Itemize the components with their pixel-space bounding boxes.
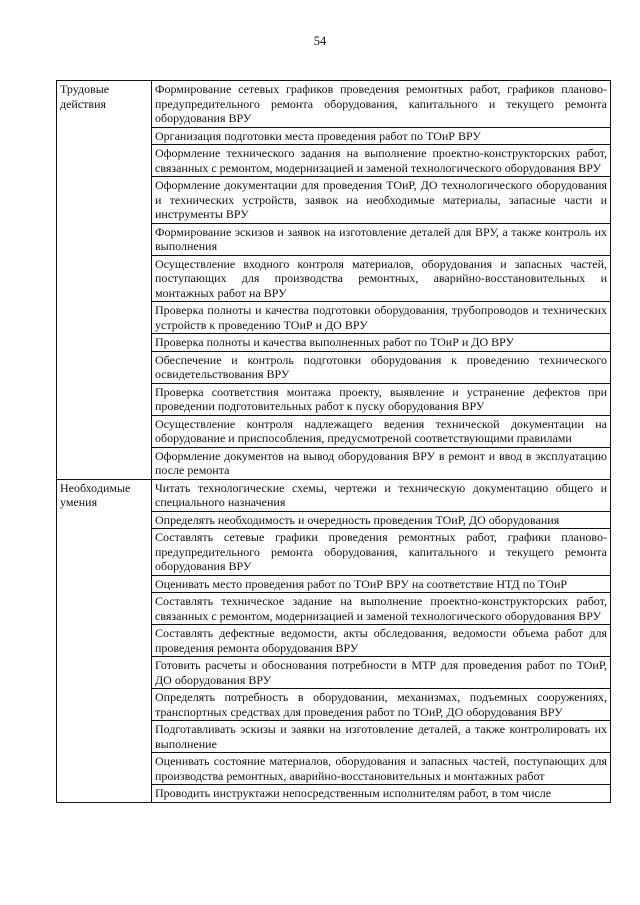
requirement-item: Оформление технического задания на выполнение проектно-конструкторских работ, связанных с ремонтом, модернизацией и заменой технологического оборудования ВРУ bbox=[152, 145, 611, 177]
requirement-item: Оценивать состояние материалов, оборудования и запасных частей, поступающих для производства ремонтных, аварийно-восстановительных и монтажных работ bbox=[152, 753, 611, 785]
requirement-item: Подготавливать эскизы и заявки на изготовление деталей, а также контролировать их выполнение bbox=[152, 721, 611, 753]
requirement-item: Оформление документов на вывод оборудования ВРУ в ремонт и ввод в эксплуатацию после ремонта bbox=[152, 447, 611, 479]
requirements-table bbox=[56, 80, 611, 803]
table-row bbox=[57, 81, 611, 128]
requirement-item: Читать технологические схемы, чертежи и техническую документацию общего и специального назначения bbox=[152, 479, 611, 511]
requirement-item: Обеспечение и контроль подготовки оборудования к проведению технического освидетельствования ВРУ bbox=[152, 351, 611, 383]
requirement-item: Проверка полноты и качества выполненных работ по ТОиР и ДО ВРУ bbox=[152, 334, 611, 352]
requirement-item: Оформление документации для проведения ТОиР, ДО технологического оборудования и технических устройств, заявок на необходимые материалы, запасные части и инструменты ВРУ bbox=[152, 177, 611, 224]
requirement-item: Осуществление входного контроля материалов, оборудования и запасных частей, поступающих для производства ремонтных, аварийно-восстановительных и монтажных работ на ВРУ bbox=[152, 255, 611, 302]
page-number: 54 bbox=[313, 34, 327, 48]
requirement-item: Формирование эскизов и заявок на изготовление деталей для ВРУ, а также контроль их выполнения bbox=[152, 223, 611, 255]
section-label: Трудовые действия bbox=[57, 81, 152, 480]
requirement-item: Проверка соответствия монтажа проекту, выявление и устранение дефектов при проведении подготовительных работ к пуску оборудования ВРУ bbox=[152, 383, 611, 415]
requirement-item: Проводить инструктажи непосредственным исполнителям работ, в том числе bbox=[152, 785, 611, 803]
requirement-item: Определять потребность в оборудовании, механизмах, подъемных сооружениях, транспортных средствах для проведения работ по ТОиР, ДО оборудования ВРУ bbox=[152, 689, 611, 721]
requirement-item: Организация подготовки места проведения работ по ТОиР ВРУ bbox=[152, 127, 611, 145]
section-label: Необходимые умения bbox=[57, 479, 152, 802]
requirement-item: Проверка полноты и качества подготовки оборудования, трубопроводов и технических устройств к проведению ТОиР и ДО ВРУ bbox=[152, 302, 611, 334]
requirements-table-body bbox=[57, 81, 611, 803]
requirement-item: Формирование сетевых графиков проведения ремонтных работ, графиков планово-предупредительного ремонта оборудования, капитального и текущего ремонта оборудования ВРУ bbox=[152, 81, 611, 128]
requirement-item: Составлять сетевые графики проведения ремонтных работ, графики планово-предупредительного ремонта оборудования, капитального и текущего ремонта оборудования ВРУ bbox=[152, 529, 611, 576]
requirement-item: Оценивать место проведения работ по ТОиР ВРУ на соответствие НТД по ТОиР bbox=[152, 575, 611, 593]
requirement-item: Составлять дефектные ведомости, акты обследования, ведомости объема работ для проведения ремонта оборудования ВРУ bbox=[152, 625, 611, 657]
requirement-item: Составлять техническое задание на выполнение проектно-конструкторских работ, связанных с ремонтом, модернизацией и заменой технологического оборудования ВРУ bbox=[152, 593, 611, 625]
requirement-item: Готовить расчеты и обоснования потребности в МТР для проведения работ по ТОиР, ДО оборудования ВРУ bbox=[152, 657, 611, 689]
requirement-item: Осуществление контроля надлежащего ведения технической документации на оборудование и приспособления, предусмотреной соответствующими правилами bbox=[152, 415, 611, 447]
requirement-item: Определять необходимость и очередность проведения ТОиР, ДО оборудования bbox=[152, 511, 611, 529]
table-row bbox=[57, 479, 611, 511]
